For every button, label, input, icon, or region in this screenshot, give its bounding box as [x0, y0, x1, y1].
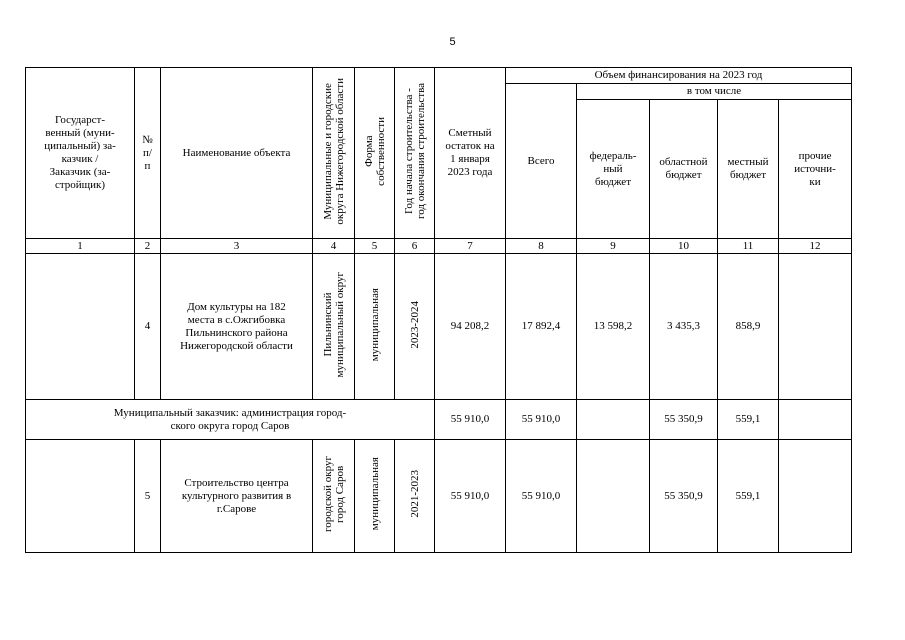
cell-regional: 3 435,3 [650, 254, 718, 400]
cell-balance: 55 910,0 [435, 400, 506, 440]
header-ownership-cell [355, 68, 395, 239]
cell-local: 559,1 [718, 440, 779, 553]
cell-years [395, 254, 435, 400]
header-regional: областной бюджет [650, 100, 718, 239]
column-number: 8 [506, 239, 577, 254]
cell-balance: 94 208,2 [435, 254, 506, 400]
cell-balance: 55 910,0 [435, 440, 506, 553]
cell-customer [26, 254, 135, 400]
column-numbers-row [26, 239, 852, 254]
column-number: 10 [650, 239, 718, 254]
header-other: прочие источни- ки [779, 100, 852, 239]
column-number: 12 [779, 239, 852, 254]
cell-years [395, 440, 435, 553]
cell-federal [577, 440, 650, 553]
header-customer: Государст- венный (муни- ципальный) за- казчик / Заказчик (за- стройщик) [26, 68, 135, 239]
cell-object-name: Дом культуры на 182 места в с.Ожгибовка Пильнинского района Нижегородской области [161, 254, 313, 400]
years-label: 2023-2024 [408, 300, 421, 349]
cell-local: 858,9 [718, 254, 779, 400]
table-row-customer [26, 400, 852, 440]
district-label: Пильнинский муниципальный округ [321, 271, 346, 378]
header-number: № п/ п [135, 68, 161, 239]
header-total: Всего [506, 84, 577, 239]
years-label: 2021-2023 [408, 470, 421, 518]
cell-other [779, 400, 852, 440]
header-balance: Сметный остаток на 1 января 2023 года [435, 68, 506, 239]
header-districts-cell [313, 68, 355, 239]
column-number: 6 [395, 239, 435, 254]
header-years: Год начала строительства - год окончания строительства [402, 83, 427, 219]
column-number: 11 [718, 239, 779, 254]
header-districts: Муниципальные и городские округа Нижегородской области [321, 77, 346, 225]
customer-label: Муниципальный заказчик: администрация город- ского округа город Саров [26, 400, 435, 440]
header-years-cell [395, 68, 435, 239]
cell-total: 17 892,4 [506, 254, 577, 400]
cell-local: 559,1 [718, 400, 779, 440]
cell-federal [577, 400, 650, 440]
cell-other [779, 254, 852, 400]
column-number: 3 [161, 239, 313, 254]
table-row-object-4 [26, 254, 852, 400]
cell-number: 4 [135, 254, 161, 400]
cell-ownership [355, 254, 395, 400]
cell-object-name: Строительство центра культурного развития в г.Сарове [161, 440, 313, 553]
cell-customer [26, 440, 135, 553]
cell-total: 55 910,0 [506, 400, 577, 440]
cell-federal: 13 598,2 [577, 254, 650, 400]
financing-table [25, 67, 852, 553]
header-ownership: Форма собственности [362, 116, 387, 186]
header-local: местный бюджет [718, 100, 779, 239]
ownership-label: муниципальная [368, 287, 381, 362]
column-number: 9 [577, 239, 650, 254]
header-row-1 [26, 68, 852, 84]
cell-other [779, 440, 852, 553]
cell-ownership [355, 440, 395, 553]
header-federal: федераль- ный бюджет [577, 100, 650, 239]
cell-district [313, 254, 355, 400]
cell-regional: 55 350,9 [650, 440, 718, 553]
column-number: 1 [26, 239, 135, 254]
header-financing: Объем финансирования на 2023 год [506, 68, 852, 84]
header-object-name: Наименование объекта [161, 68, 313, 239]
cell-number: 5 [135, 440, 161, 553]
district-label: городской округ город Саров [321, 455, 346, 533]
page-number: 5 [449, 36, 456, 48]
column-number: 7 [435, 239, 506, 254]
column-number: 5 [355, 239, 395, 254]
cell-regional: 55 350,9 [650, 400, 718, 440]
cell-total: 55 910,0 [506, 440, 577, 553]
table-row-object-5 [26, 440, 852, 553]
ownership-label: муниципальная [368, 457, 381, 531]
cell-district [313, 440, 355, 553]
column-number: 4 [313, 239, 355, 254]
column-number: 2 [135, 239, 161, 254]
header-including: в том числе [577, 84, 852, 100]
